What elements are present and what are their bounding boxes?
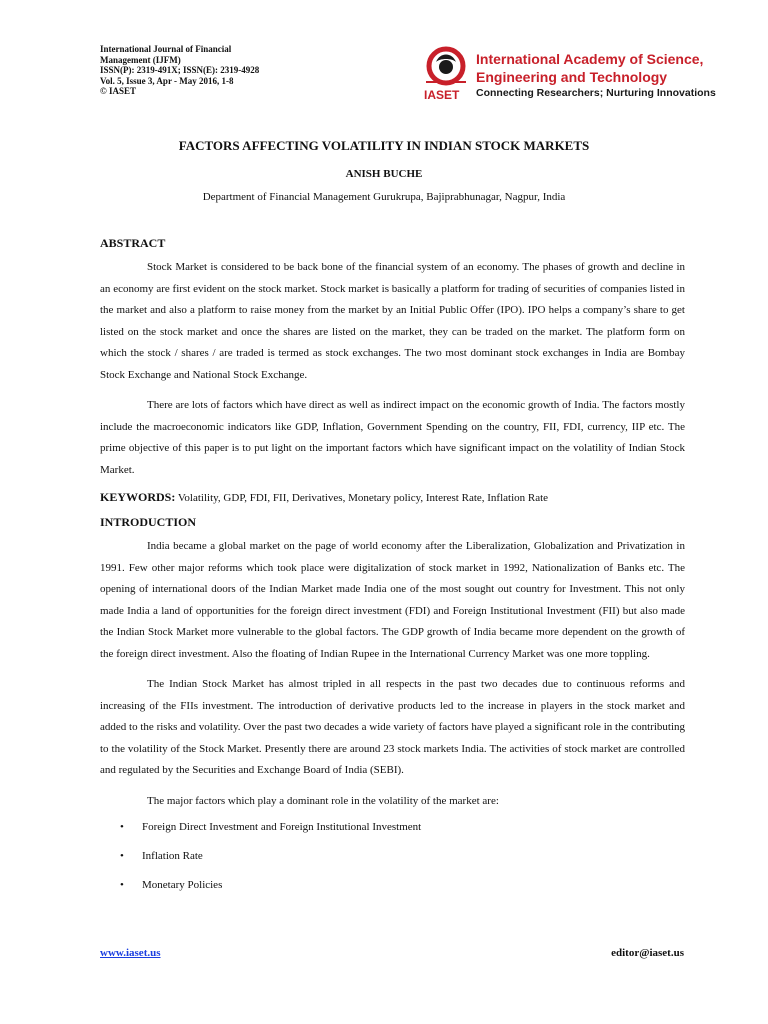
list-item: • Monetary Policies bbox=[120, 879, 223, 891]
paper-author: ANISH BUCHE bbox=[345, 168, 423, 180]
publisher-logo bbox=[420, 42, 720, 104]
bullet-icon: • bbox=[120, 821, 124, 833]
journal-info bbox=[100, 44, 259, 97]
list-item: • Foreign Direct Investment and Foreign Institutional Investment bbox=[120, 821, 422, 833]
publisher-tagline: Connecting Researchers; Nurturing Innovations bbox=[476, 87, 716, 99]
editor-email: editor@iaset.us bbox=[611, 947, 684, 959]
publisher-name-line2: Engineering and Technology bbox=[476, 69, 668, 85]
intro-paragraph: The Indian Stock Market has almost tripled in all respects in the past two decades due to continuous reforms and increasing of the FIIs investment. The introduction of derivative products led to the increase in players in the stock market and added to the risks and volatility. Over the past two decades a wide variety of factors have played a significant role in the contributing to the volatility of the Stock Market. Presently there are around 23 stock markets India. The activities of stock market are controlled and regulated by the Securities and Exchange Board of India (SEBI). bbox=[100, 678, 685, 776]
author-affiliation: Department of Financial Management Gurukrupa, Bajiprabhunagar, Nagpur, India bbox=[202, 191, 566, 203]
keywords-label: KEYWORDS: bbox=[100, 490, 176, 504]
bullet-icon: • bbox=[120, 850, 124, 862]
journal-line: © IASET bbox=[100, 86, 136, 96]
publisher-name-line1: International Academy of Science, bbox=[476, 51, 704, 67]
website-link[interactable]: www.iaset.us bbox=[100, 947, 161, 959]
logo-wordmark: IASET bbox=[424, 88, 460, 102]
intro-paragraph: India became a global market on the page of world economy after the Liberalization, Globalization and Privatization in 1991. Few other major reforms which took place were digitalization of stock market in 1992, Nationalization of Banks etc. The opening of international doors of the Indian Market made India one of the most sought out country for Investment. This not only made India a land of opportunities for the foreign direct investment (FDI) and Foreign Institutional Investment (FII) but also made the Indian Stock Market more vulnerable to the global factors. The GDP growth of India became more dependent on the growth of the foreign direct investment. Also the floating of Indian Rupee in the International Currency Market was one more toppling. bbox=[100, 540, 685, 660]
journal-line: Vol. 5, Issue 3, Apr - May 2016, 1-8 bbox=[100, 75, 234, 86]
paper-body bbox=[100, 236, 685, 908]
abstract-heading: ABSTRACT bbox=[100, 236, 166, 250]
paper-title: FACTORS AFFECTING VOLATILITY IN INDIAN STOCK MARKETS bbox=[178, 138, 590, 153]
keywords bbox=[100, 490, 685, 505]
journal-line: Management (IJFM) bbox=[100, 54, 181, 65]
abstract-paragraph: There are lots of factors which have direct as well as indirect impact on the economic growth of India. The factors mostly include the macroeconomic indicators like GDP, Inflation, Government Spending on the country, FII, FDI, currency, IIP etc. The prime objective of this paper is to put light on the important factors which have significant impact on the volatility of Indian Stock Market. bbox=[100, 399, 685, 476]
abstract-paragraph: Stock Market is considered to be back bone of the financial system of an economy. The phases of growth and decline in an economy are first evident on the stock market. Stock market is basically a platform for trading of securities of companies listed in the market and also a platform to raise money from the market by an Initial Public Offer (IPO). IPO helps a company’s share to get listed on the stock market and once the shares are listed on the market, they can be traded on the market. The platform form on which the stock / shares / are traded is termed as stock exchanges. The two most dominant stock exchanges in India are Bombay Stock Exchange and National Stock Exchange. bbox=[100, 261, 685, 381]
journal-line: International Journal of Financial bbox=[100, 44, 232, 54]
keywords-text: Volatility, GDP, FDI, FII, Derivatives, Monetary policy, Interest Rate, Inflation Rate bbox=[175, 492, 549, 504]
factor-list bbox=[100, 821, 685, 908]
bullet-icon: • bbox=[120, 879, 124, 891]
intro-paragraph: The major factors which play a dominant role in the volatility of the market are: bbox=[147, 794, 499, 807]
list-item: • Inflation Rate bbox=[120, 850, 203, 862]
journal-line: ISSN(P): 2319-491X; ISSN(E): 2319-4928 bbox=[100, 65, 260, 75]
introduction-heading: INTRODUCTION bbox=[100, 515, 197, 529]
